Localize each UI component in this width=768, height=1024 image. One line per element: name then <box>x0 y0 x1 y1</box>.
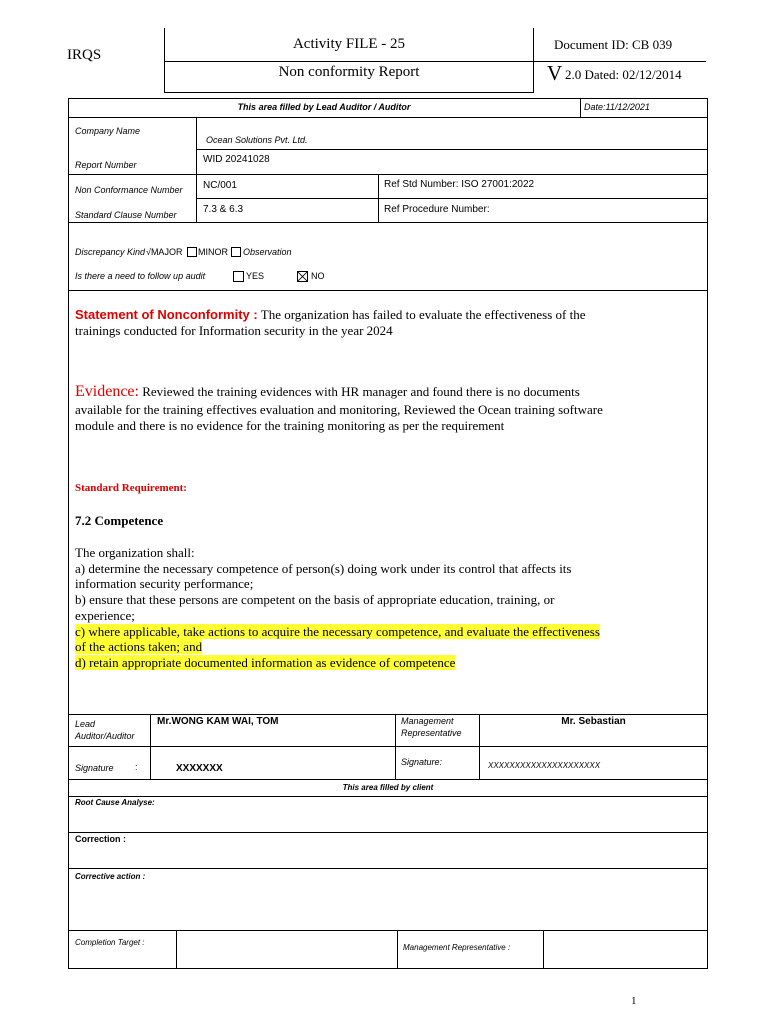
requirement-body <box>75 545 600 671</box>
rule <box>68 714 708 715</box>
management-rep-name: Mr. Sebastian <box>561 716 626 727</box>
ref-std-number: Ref Std Number: ISO 27001:2022 <box>384 179 535 190</box>
rule <box>68 290 708 291</box>
yes-label: YES <box>246 271 265 281</box>
rule <box>68 117 708 118</box>
requirement-b-2: experience; <box>75 607 135 623</box>
company-name-value: Ocean Solutions Pvt. Ltd. <box>206 135 308 145</box>
audit-date: Date:11/12/2021 <box>584 102 650 112</box>
report-number-value: WID 20241028 <box>203 154 270 165</box>
report-title: Non conformity Report <box>278 64 420 80</box>
lead-auditor-name: Mr.WONG KAM WAI, TOM <box>157 716 279 727</box>
nc-number-value: NC/001 <box>203 180 237 191</box>
evidence-text-3: module and there is no evidence for the training monitoring as per the requirement <box>75 418 505 433</box>
no-label: NO <box>311 271 325 281</box>
clause-number-value: 7.3 & 6.3 <box>203 204 244 215</box>
header-bottom-rule <box>164 92 534 93</box>
version-date: 2.0 Dated: 02/12/2014 <box>565 67 682 82</box>
lead-signature-label: Signature <box>75 763 114 773</box>
auditor-area-label: This area filled by Lead Auditor / Auditor <box>237 102 411 112</box>
rule <box>68 779 708 780</box>
x-mark-icon <box>298 272 307 281</box>
page-number: 1 <box>631 995 637 1007</box>
lead-label-line-2: Auditor/Auditor <box>75 731 135 741</box>
client-area-label: This area filled by client <box>342 783 434 792</box>
minor-checkbox[interactable] <box>187 247 197 257</box>
requirement-b-1: b) ensure that these persons are competent on the basis of appropriate education, training, or <box>75 592 555 608</box>
follow-up-label: Is there a need to follow up audit <box>75 271 206 281</box>
requirement-a-1: a) determine the necessary competence of person(s) doing work under its control that affects its <box>75 560 572 576</box>
evidence-text-2: available for the training effectives evaluation and monitoring, Reviewed the Ocean training software <box>75 402 603 417</box>
requirement-a-2: information security performance; <box>75 576 254 592</box>
table-left-border <box>68 98 69 969</box>
mgmt-label-line-1: Management <box>401 716 454 726</box>
rule <box>150 714 151 779</box>
root-cause-label: Root Cause Analyse: <box>75 798 155 807</box>
rule <box>68 796 708 797</box>
rule <box>543 930 544 968</box>
header-divider-right <box>533 28 534 92</box>
discrepancy-label: Discrepancy Kind <box>75 247 146 257</box>
version-letter: V <box>547 61 563 85</box>
correction-label: Correction : <box>75 834 127 844</box>
requirement-heading: 7.2 Competence <box>75 513 164 528</box>
mgmt-signature-label: Signature: <box>401 757 443 767</box>
requirement-d-1: d) retain appropriate documented information as evidence of competence <box>75 654 456 670</box>
standard-requirement-label: Standard Requirement: <box>75 482 187 494</box>
lead-signature-value: XXXXXXX <box>176 763 223 774</box>
rule <box>196 198 708 199</box>
lead-label-line-1: Lead <box>75 719 96 729</box>
requirement-intro: The organization shall: <box>75 545 195 560</box>
rule <box>68 868 708 869</box>
discrepancy-major: √MAJOR <box>146 247 183 257</box>
evidence-line-1 <box>75 383 580 401</box>
client-mgmt-rep-label: Management Representative : <box>403 943 511 952</box>
clause-number-label: Standard Clause Number <box>75 210 177 220</box>
statement-line-1 <box>75 307 586 323</box>
rule <box>68 930 708 931</box>
discrepancy-observation: Observation <box>243 247 292 257</box>
company-name-label: Company Name <box>75 126 141 136</box>
rule <box>378 174 379 222</box>
ref-procedure-number: Ref Procedure Number: <box>384 204 490 215</box>
rule <box>68 98 708 99</box>
activity-title: Activity FILE - 25 <box>292 36 406 52</box>
evidence-label: Evidence: <box>75 383 139 400</box>
mgmt-signature-value: XXXXXXXXXXXXXXXXXXXXX <box>488 761 601 770</box>
rule <box>176 930 177 968</box>
statement-label: Statement of Nonconformity : <box>75 307 258 322</box>
table-right-border <box>707 98 708 969</box>
requirement-c-1: c) where applicable, take actions to acquire the necessary competence, and evaluate the effectiveness <box>75 623 600 639</box>
rule <box>68 746 708 747</box>
rule <box>68 832 708 833</box>
report-number-label: Report Number <box>75 160 137 170</box>
rule <box>68 222 708 223</box>
mgmt-label-line-2: Representative <box>401 728 462 738</box>
lead-signature-colon: : <box>135 762 138 772</box>
rule <box>395 714 396 779</box>
corrective-action-label: Corrective action : <box>75 872 146 881</box>
completion-target-label: Completion Target : <box>75 938 145 947</box>
observation-checkbox[interactable] <box>231 247 241 257</box>
statement-text-2: trainings conducted for Information security in the year 2024 <box>75 323 393 338</box>
rule <box>196 149 708 150</box>
rule <box>397 930 398 968</box>
document-id: Document ID: CB 039 <box>554 37 673 52</box>
lead-auditor-label <box>75 718 135 742</box>
rule <box>196 117 197 222</box>
evidence-text-1: Reviewed the training evidences with HR manager and found there is no documents <box>142 384 580 399</box>
discrepancy-minor: MINOR <box>198 247 228 257</box>
org-name: IRQS <box>67 47 102 63</box>
yes-checkbox[interactable] <box>233 271 244 282</box>
management-rep-label <box>401 715 462 739</box>
requirement-c-2: of the actions taken; and <box>75 639 203 655</box>
header-rule <box>164 61 706 62</box>
no-checkbox-checked[interactable] <box>297 271 308 282</box>
statement-text-1: The organization has failed to evaluate the effectiveness of the <box>260 307 586 322</box>
nc-number-label: Non Conformance Number <box>75 185 183 195</box>
rule <box>580 98 581 117</box>
rule <box>68 968 708 969</box>
rule <box>68 174 708 175</box>
